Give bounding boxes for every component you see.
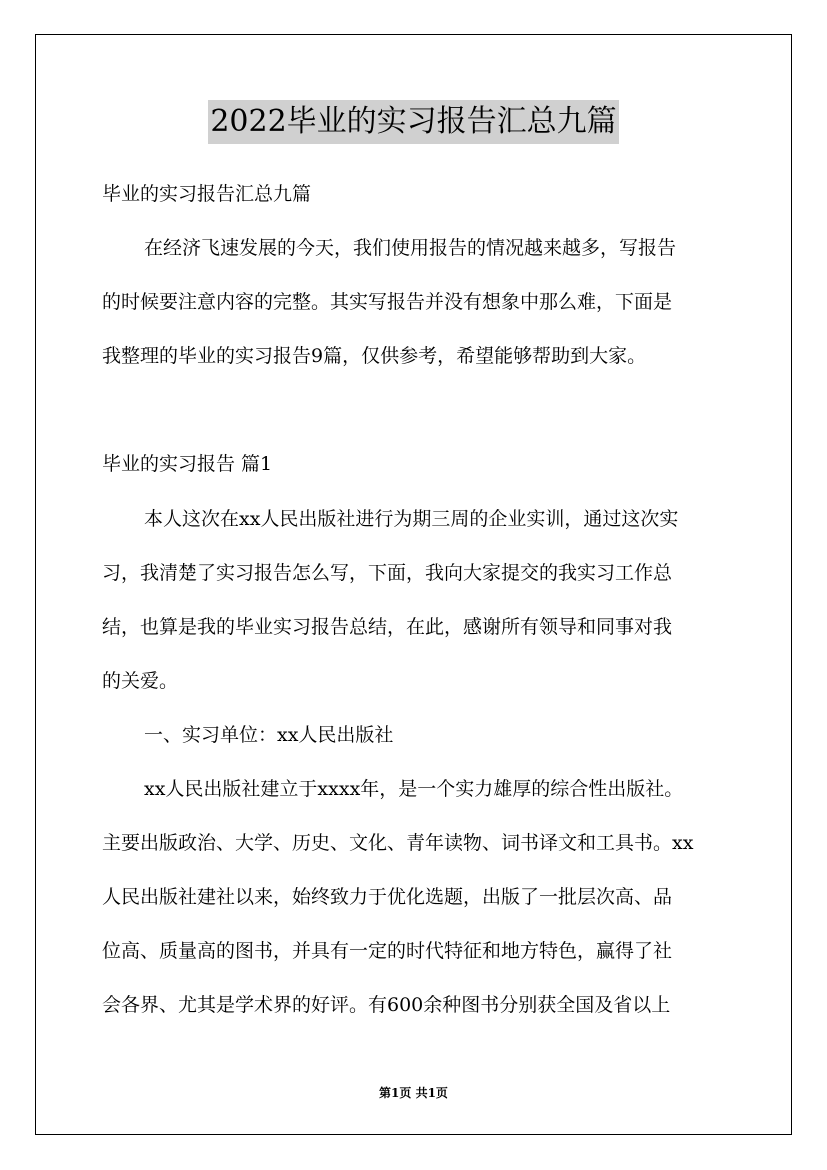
section-heading: 毕业的实习报告 篇1 [102,453,273,475]
page-footer [0,1084,827,1101]
para2-line-5: 会各界、尤其是学术界的好评。有600余种图书分别获全国及省以上 [102,994,671,1016]
document-subtitle: 毕业的实习报告汇总九篇 [102,183,312,205]
page-number-label: 第1页 共1页 [379,1086,448,1100]
para2-line-4: 位高、质量高的图书，并具有一定的时代特征和地方特色，赢得了社 [102,940,673,962]
item1-heading: 一、实习单位：xx人民出版社 [144,724,394,746]
intro-line-2: 的时候要注意内容的完整。其实写报告并没有想象中那么难，下面是 [102,291,673,313]
para1-line-4: 的关爱。 [102,670,179,692]
para1-line-3: 结，也算是我的毕业实习报告总结，在此，感谢所有领导和同事对我 [102,616,673,638]
intro-line-3: 我整理的毕业的实习报告9篇，仅供参考，希望能够帮助到大家。 [102,345,647,367]
para2-line-1: xx人民出版社建立于xxxx年，是一个实力雄厚的综合性出版社。 [144,778,684,800]
intro-line-1: 在经济飞速发展的今天，我们使用报告的情况越来越多，写报告 [144,237,677,259]
document-title: 2022毕业的实习报告汇总九篇 [208,100,618,144]
para2-line-2: 主要出版政治、大学、历史、文化、青年读物、词书译文和工具书。xx [102,832,694,854]
para1-line-2: 习，我清楚了实习报告怎么写，下面，我向大家提交的我实习工作总 [102,562,673,584]
title-container [0,100,827,144]
para1-line-1: 本人这次在xx人民出版社进行为期三周的企业实训，通过这次实 [144,508,679,530]
para2-line-3: 人民出版社建社以来，始终致力于优化选题，出版了一批层次高、品 [102,886,673,908]
